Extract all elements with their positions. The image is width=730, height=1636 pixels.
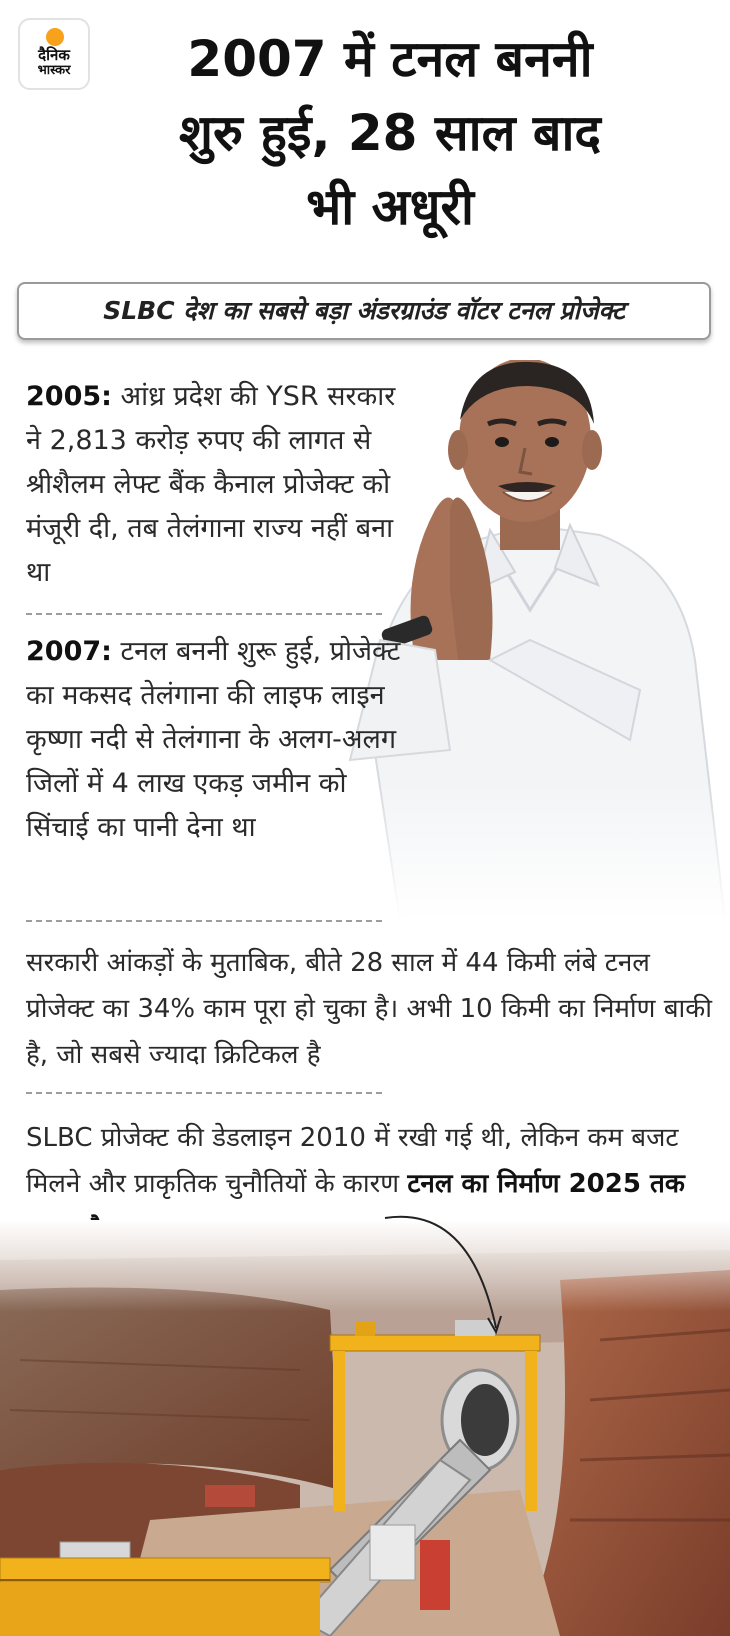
year-2005-label: 2005: [26,381,112,412]
headline-line-1: 2007 में टनल बननी [187,30,593,88]
headline-line-3: भी अधूरी [306,178,474,236]
subtitle-banner: SLBC देश का सबसे बड़ा अंडरग्राउंड वॉटर टनल प्रोजेक्ट [17,282,711,340]
paragraph-2005 [26,375,406,595]
dashed-divider [26,920,382,922]
tunnel-construction-site-photo [0,1220,730,1636]
pointer-arrow-icon [380,1210,510,1340]
paragraph-2005-text: आंध्र प्रदेश की YSR सरकार ने 2,813 करोड़ रुपए की लागत से श्रीशैलम लेफ्ट बैंक कैनाल प्रोजेक्ट को मंजूरी दी, तब तेलंगाना राज्य नहीं बना था [26,381,396,588]
headline-line-2: शुरु हुई, 28 साल बाद [179,104,601,162]
paragraph-deadline-text: SLBC प्रोजेक्ट की डेडलाइन 2010 में रखी गई थी, लेकिन कम बजट मिलने और प्राकृतिक चुनौतियों के कारण [26,1123,679,1199]
paragraph-progress: सरकारी आंकड़ों के मुताबिक, बीते 28 साल में 44 किमी लंबे टनल प्रोजेक्ट का 34% काम पूरा हो चुका है। अभी 10 किमी का निर्माण बाकी है, जो सबसे ज्यादा क्रिटिकल है [26,948,712,1070]
dainik-bhaskar-logo [18,18,90,90]
dashed-divider [26,613,382,615]
headline [100,22,680,244]
year-2007-label: 2007: [26,636,112,667]
paragraph-deadline-bold: टनल का निर्माण 2025 तक [407,1169,685,1199]
logo-sun-icon [46,28,64,46]
paragraph-2007 [26,630,406,850]
paragraph-2007-text: टनल बननी शुरू हुई, प्रोजेक्ट का मकसद तेलंगाना की लाइफ लाइन कृष्णा नदी से तेलंगाना के अलग-अलग जिलों में 4 लाख एकड़ जमीन को सिंचाई का पानी देना था [26,636,401,843]
logo-line-1: दैनिक [38,46,70,64]
dashed-divider [26,1092,382,1094]
logo-line-2: भास्कर [37,63,71,78]
